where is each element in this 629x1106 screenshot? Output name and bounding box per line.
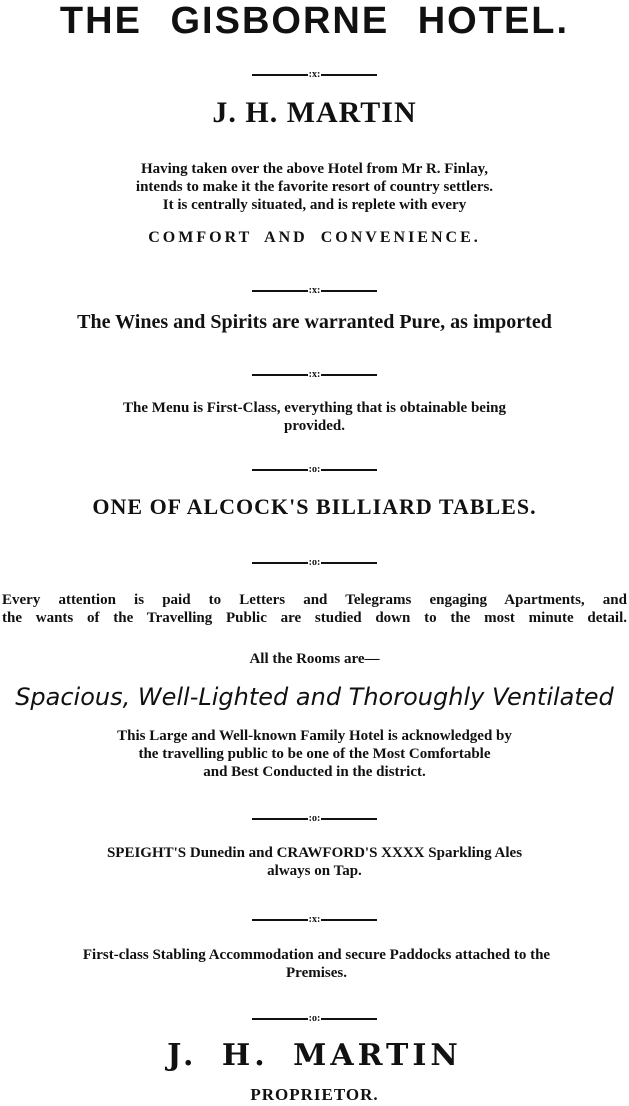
divider-mark: :o: (308, 1012, 321, 1024)
stabling-line: First-class Stabling Accommodation and secure Paddocks attached to the (82, 947, 551, 963)
divider-mark: :o: (308, 556, 321, 568)
divider (0, 808, 629, 824)
divider (0, 280, 629, 296)
attention-line: Every attention is paid to Letters and Telegrams engaging Apartments, and (2, 592, 627, 608)
family-hotel-paragraph (0, 727, 629, 781)
ales-line: always on Tap. (267, 863, 362, 879)
wines-line: The Wines and Spirits are warranted Pure, as imported (77, 311, 552, 333)
ales-paragraph (0, 844, 629, 880)
attention-line: the wants of the Travelling Public are studied down to the most minute detail. (2, 610, 627, 626)
divider (0, 909, 629, 925)
family-hotel-line: and Best Conducted in the district. (203, 764, 426, 780)
proprietor-name: J. H. MARTIN (167, 1038, 462, 1073)
attention-paragraph (2, 591, 627, 627)
comfort-heading: COMFORT AND CONVENIENCE. (148, 229, 481, 246)
owner-name: J. H. MARTIN (212, 96, 417, 129)
ales-line: SPEIGHT'S Dunedin and CRAWFORD'S XXXX Sparkling Ales (106, 845, 523, 861)
intro-line: Having taken over the above Hotel from Mr R. Finlay, (140, 161, 489, 177)
stabling-line: Premises. (286, 965, 347, 981)
proprietor-title: PROPRIETOR. (250, 1085, 379, 1104)
divider-mark: :x: (308, 68, 321, 80)
intro-line: It is centrally situated, and is replete with every (162, 197, 467, 213)
divider-mark: :o: (308, 463, 321, 475)
divider-mark: :x: (308, 368, 321, 380)
divider (0, 1008, 629, 1024)
menu-line: provided. (284, 418, 345, 434)
divider-mark: :x: (308, 913, 321, 925)
spacious-heading: Spacious, Well-Lighted and Thoroughly Ventilated (15, 683, 614, 711)
menu-line: The Menu is First-Class, everything that is obtainable being (123, 400, 506, 416)
divider (0, 64, 629, 80)
intro-paragraph (0, 160, 629, 214)
divider (0, 552, 629, 568)
stabling-paragraph (4, 946, 629, 982)
divider-mark: :o: (308, 812, 321, 824)
divider-mark: :x: (308, 284, 321, 296)
divider (0, 459, 629, 475)
family-hotel-line: This Large and Well-known Family Hotel is acknowledged by (117, 728, 512, 744)
billiard-heading: ONE OF ALCOCK'S BILLIARD TABLES. (92, 494, 537, 519)
intro-line: intends to make it the favorite resort of country settlers. (135, 179, 494, 195)
menu-paragraph (0, 399, 629, 435)
divider (0, 364, 629, 380)
rooms-intro: All the Rooms are— (249, 651, 380, 667)
family-hotel-line: the travelling public to be one of the Most Comfortable (138, 746, 491, 762)
hotel-title: THE GISBORNE HOTEL. (59, 0, 570, 42)
